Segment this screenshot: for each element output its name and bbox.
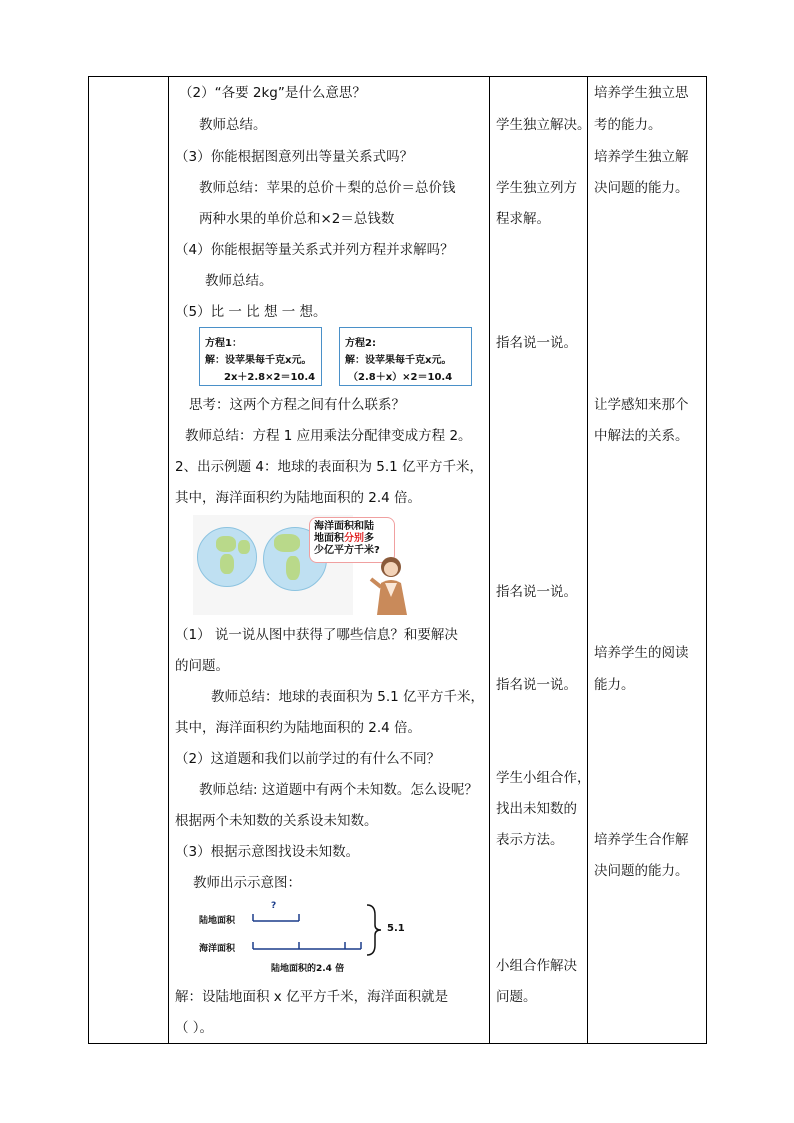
teacher-summary: 教师出示示意图： [193,875,301,891]
column-teacher-activity [169,77,490,1044]
question-2: （2）“各要 2kg”是什么意思？ [179,85,366,101]
part-1-line1: （1） 说一说从图中获得了哪些信息？和要解决 [175,627,458,643]
globe-left-image [197,527,257,587]
design-intent: 决问题的能力。 [594,180,689,196]
column-stage [89,77,169,1044]
teacher-figure-image [369,553,419,617]
land-area-label: 陆地面积 [199,916,236,926]
segment-diagram [169,897,489,977]
design-intent: 培养学生的阅读 [594,645,689,661]
total-brace [365,903,387,957]
question-4: （4）你能根据等量关系式并列方程并求解吗？ [175,242,454,258]
teacher-summary: 教师总结：方程 1 应用乘法分配律变成方程 2。 [185,428,472,444]
student-activity: 指名说一说。 [496,584,577,600]
question-5: （5）比 一 比 想 一 想。 [175,304,327,320]
student-activity: 问题。 [496,989,537,1005]
teacher-summary: 教师总结：苹果的总价＋梨的总价＝总价钱 [199,180,456,196]
question-3: （3）你能根据图意列出等量关系式吗？ [175,149,414,165]
solution-line1: 解：设陆地面积 x 亿平方千米，海洋面积就是 [175,989,449,1005]
design-intent: 能力。 [594,677,635,693]
teacher-summary: 两种水果的单价总和×2＝总钱数 [199,211,395,227]
equation-2-title: 方程2: [345,338,376,349]
equation-1-box [199,327,322,386]
solution-line2: （ ）。 [175,1020,214,1036]
unknown-mark: ? [271,901,277,911]
student-activity: 指名说一说。 [496,335,577,351]
part-1-line2: 的问题。 [175,658,229,674]
teacher-summary: 教师总结。 [205,273,273,289]
equation-1-formula: 2x＋2.8×2＝10.4 [224,372,316,383]
design-intent: 让学感知来那个 [594,397,689,413]
bubble-line3: 少亿平方千米? [314,545,380,556]
student-activity: 学生独立列方 [496,180,577,196]
bubble-text: 地面积 [314,533,344,544]
design-intent: 决问题的能力。 [594,863,689,879]
design-intent: 培养学生独立解 [594,149,689,165]
student-activity: 学生独立解决。 [496,117,591,133]
design-intent: 考的能力。 [594,117,662,133]
part-3: （3）根据示意图找设未知数。 [175,844,360,860]
example-4-line2: 其中，海洋面积约为陆地面积的 2.4 倍。 [175,490,422,506]
bubble-line1: 海洋面积和陆 [314,521,374,532]
teacher-summary: 教师总结。 [199,117,267,133]
student-activity: 表示方法。 [496,832,564,848]
teacher-summary: 根据两个未知数的关系设未知数。 [175,813,378,829]
bubble-highlight: 分别 [344,533,364,544]
total-value: 5.1 [387,923,405,934]
equation-1-setup: 解：设苹果每千克x元。 [205,355,312,366]
equation-2-box [339,327,472,386]
equation-1-title: 方程1： [205,338,242,349]
bubble-line2 [314,533,390,545]
student-activity: 学生小组合作， [496,770,591,786]
equation-2-formula: （2.8＋x）×2＝10.4 [348,372,453,383]
student-activity: 指名说一说。 [496,677,577,693]
student-activity: 程求解。 [496,211,550,227]
teacher-summary: 教师总结: 这道题中有两个未知数。怎么设呢？ [199,782,478,798]
equation-2-setup: 解：设苹果每千克x元。 [345,355,452,366]
column-design-intent [588,77,707,1044]
lesson-plan-table [88,76,707,1044]
ocean-area-label: 海洋面积 [199,944,236,954]
ocean-segment [251,939,363,951]
design-intent: 中解法的关系。 [594,428,689,444]
diagram-caption: 陆地面积的2.4 倍 [271,964,345,974]
land-segment [251,911,301,923]
think-question: 思考：这两个方程之间有什么联系？ [189,397,405,413]
student-activity: 找出未知数的 [496,801,577,817]
bubble-text: 多 [364,533,374,544]
design-intent: 培养学生合作解 [594,832,689,848]
part-2: （2）这道题和我们以前学过的有什么不同？ [175,751,441,767]
column-student-activity [490,77,591,1044]
student-activity: 小组合作解决 [496,958,577,974]
teacher-summary: 其中，海洋面积约为陆地面积的 2.4 倍。 [175,720,422,736]
teacher-summary: 教师总结：地球的表面积为 5.1 亿平方千米， [211,689,485,705]
example-4-line1: 2、出示例题 4：地球的表面积为 5.1 亿平方千米， [175,459,484,475]
design-intent: 培养学生独立思 [594,85,689,101]
